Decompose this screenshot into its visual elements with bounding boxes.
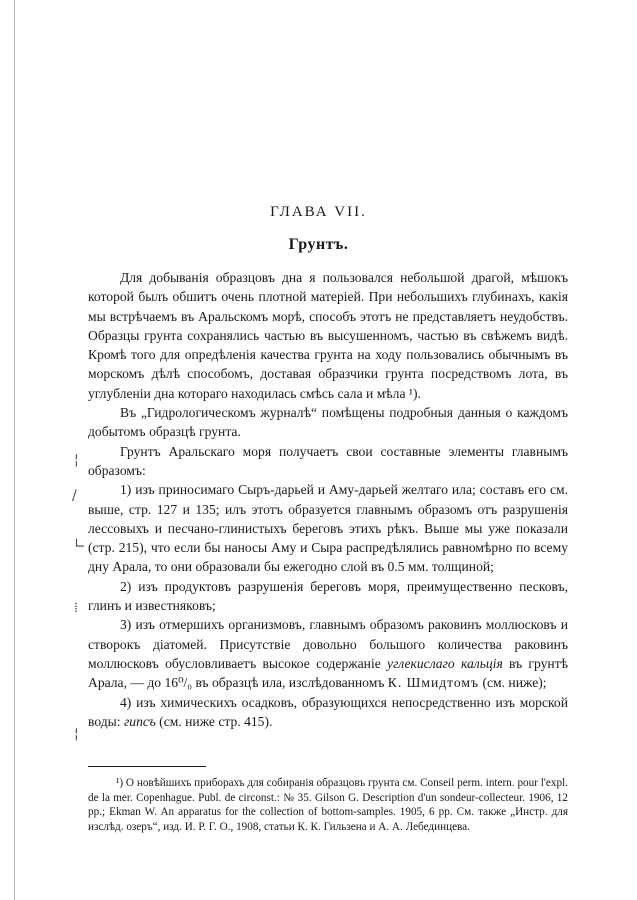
emphasized-term: гипсъ — [123, 713, 156, 729]
paragraph: Грунтъ Аральскаго моря получаетъ свои составные элементы главнымъ образомъ: — [88, 443, 568, 478]
page-binding-edge — [14, 0, 15, 900]
footnote: ¹) О новѣйшихъ приборахъ для собиранія образцовъ грунта см. Conseil perm. intern. pour l'expl. de la mer. Copenhague. Publ. de circonst.: № 35. Gilson G. Description d'un sondeur-collecteur. 1906, 12 pp.; Ekman W. An apparatus for the collection of bottom-samples. 1905, 6 pp. См. также „Инстр. для изслѣд. озеръ“, изд. И. Р. Г. О., 1908, статьи К. К. Гильзена и А. А. Лебединцева. — [88, 777, 568, 833]
margin-pencil-mark: ¦ — [74, 452, 79, 468]
chapter-heading: ГЛАВА VII. — [270, 204, 367, 220]
paragraph-text: (см. ниже стр. 415). — [155, 713, 273, 729]
paragraph-text: 3) изъ отмершихъ организмовъ, главнымъ образомъ раковинъ моллюсковъ и створокъ діатомей. Присутствіе довольно большого количества раковинъ моллюсковъ обусловливаетъ высокое содержаніе — [88, 617, 568, 671]
margin-pencil-mark: ¦ — [74, 726, 79, 742]
footnote-divider — [88, 766, 206, 767]
margin-pencil-mark: ∟ — [74, 536, 86, 552]
list-item-paragraph: 2) изъ продуктовъ разрушенія береговъ моря, преимущественно песковъ, глинъ и известняковъ; — [88, 578, 568, 614]
paragraph: Въ „Гидрологическомъ журналѣ“ помѣщены подробныя данныя о каждомъ добытомъ образцѣ грунта. — [88, 405, 568, 440]
emphasized-term: углекислаго кальція — [387, 655, 503, 671]
list-item-paragraph: 1) изъ приносимаго Сыръ-дарьей и Аму-дарьей желтаго ила; составъ его см. выше, стр. 127 и 135; илъ этотъ образуется главнымъ образомъ отъ разрушенія лессовыхъ и песчано-глинистыхъ береговъ этихъ рѣкъ. Выше мы уже показали (стр. 215), что если бы наносы Аму и Сыра распредѣлялись равномѣрно по всему дну Арала, то они образовали бы ежегодно слой въ 0.5 мм. толщиной; — [88, 482, 568, 575]
section-title: Грунтъ. — [288, 236, 349, 253]
paragraph-text: (см. ниже); — [479, 675, 547, 691]
author-name: К. Шмидтомъ — [387, 675, 480, 691]
margin-pencil-mark: ⁞ — [74, 600, 78, 616]
paragraph-text: въ грунтѣ Арала, — до 16⁰/₀ въ образцѣ ила, изслѣдованномъ — [88, 655, 569, 691]
margin-pencil-mark: / — [72, 488, 77, 504]
paragraph-text: 4) изъ химическихъ осадковъ, образующихся непосредственно изъ морской воды: — [88, 694, 568, 729]
body-text — [88, 268, 568, 731]
list-item-paragraph — [88, 615, 568, 692]
paragraph: Для добыванія образцовъ дна я пользовался небольшой драгой, мѣшокъ которой былъ обшитъ очень плотной матеріей. При небольшихъ глубинахъ, какія мы встрѣчаемъ въ Аральскомъ морѣ, способъ этотъ не представляетъ неудобствъ. Образцы грунта сохранялись частью въ высушенномъ, частью въ свѣжемъ видѣ. Кромѣ того для опредѣленія качества грунта на ходу пользовались обычнымъ въ морскомъ дѣлѣ способомъ, доставая образчики грунта посредствомъ лота, въ углубленіи дна котораго находилась смѣсь сала и мѣла ¹). — [88, 270, 568, 401]
list-item-paragraph — [88, 693, 568, 732]
